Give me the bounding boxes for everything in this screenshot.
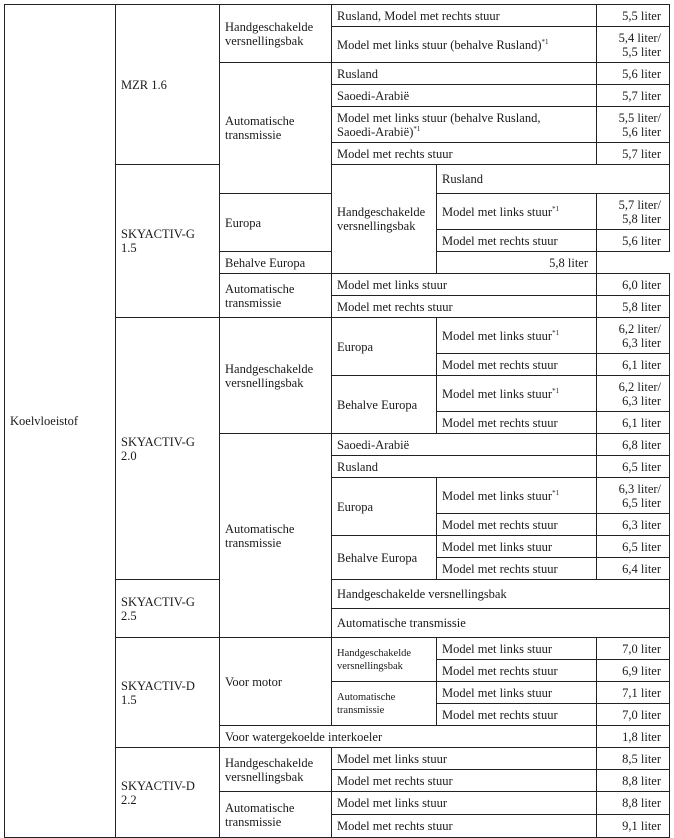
variant-cell: Rusland bbox=[332, 63, 597, 85]
variant-cell: Model met links stuur bbox=[437, 682, 597, 704]
trans-automatic: Automatische transmissie bbox=[220, 434, 332, 638]
variant-cell: Model met rechts stuur bbox=[437, 514, 597, 536]
trans-manual: Handgeschakelde versnellingsbak bbox=[220, 318, 332, 434]
capacity-value: 5,7 liter bbox=[597, 143, 670, 165]
capacity-value: 6,5 liter bbox=[597, 536, 670, 558]
capacity-value: 6,1 liter bbox=[597, 412, 670, 434]
footnote-mark: *1 bbox=[552, 386, 560, 395]
coolant-capacity-table bbox=[4, 4, 670, 838]
trans-automatic: Automatische transmissie bbox=[220, 792, 332, 838]
trans-automatic: Automatische transmissie bbox=[332, 682, 437, 726]
footnote-mark: *1 bbox=[541, 37, 549, 46]
trans-automatic: Automatische transmissie bbox=[220, 63, 332, 194]
capacity-value: 5,5 liter bbox=[597, 5, 670, 27]
variant-text: Model met links stuur (behalve Rusland) bbox=[337, 37, 542, 52]
variant-text: Model met links stuur bbox=[442, 328, 553, 343]
capacity-value: 6,0 liter bbox=[597, 274, 670, 296]
variant-cell: Model met rechts stuur bbox=[332, 815, 597, 838]
variant-cell: Model met rechts stuur bbox=[332, 296, 597, 318]
variant-cell: Rusland, Model met rechts stuur bbox=[332, 5, 597, 27]
variant-cell: Model met links stuur bbox=[437, 536, 597, 558]
variant-cell: Model met rechts stuur bbox=[332, 770, 597, 792]
variant-text-line2: Saoedi-Arabië) bbox=[337, 124, 414, 139]
variant-cell bbox=[437, 478, 597, 514]
engine-d22: SKYACTIV-D 2.2 bbox=[116, 748, 220, 838]
variant-cell: Model met rechts stuur bbox=[437, 704, 597, 726]
variant-cell: Model met links stuur bbox=[437, 638, 597, 660]
footnote-mark: *1 bbox=[552, 328, 560, 337]
variant-cell: Model met links stuur bbox=[332, 274, 597, 296]
engine-g20: SKYACTIV-G 2.0 bbox=[116, 318, 220, 580]
variant-text: Model met links stuur bbox=[442, 386, 553, 401]
variant-cell bbox=[437, 194, 597, 230]
engine-g15: SKYACTIV-G 1.5 bbox=[116, 165, 220, 318]
capacity-value: 6,3 liter bbox=[597, 514, 670, 536]
variant-cell bbox=[437, 376, 597, 412]
variant-cell: Model met rechts stuur bbox=[332, 143, 597, 165]
engine-g25: SKYACTIV-G 2.5 bbox=[116, 580, 220, 638]
location-intercooler: Voor watergekoelde interkoeler bbox=[220, 726, 597, 748]
capacity-value: 1,8 liter bbox=[597, 726, 670, 748]
coolant-label: Koelvloeistof bbox=[5, 5, 116, 838]
capacity-value: 6,1 liter bbox=[597, 354, 670, 376]
capacity-value: 5,6 liter bbox=[597, 230, 670, 252]
capacity-value: 6,3 liter/ 6,5 liter bbox=[597, 478, 670, 514]
trans-cell: Automatische transmissie bbox=[332, 609, 670, 638]
capacity-value: 7,0 liter bbox=[597, 704, 670, 726]
variant-text-line1: Model met links stuur (behalve Rusland, bbox=[337, 110, 541, 125]
trans-manual: Handgeschakelde versnellingsbak bbox=[220, 748, 332, 792]
capacity-value: 8,5 liter bbox=[597, 748, 670, 770]
variant-cell bbox=[332, 27, 597, 63]
capacity-value: 5,8 liter bbox=[597, 296, 670, 318]
trans-manual: Handgeschakelde versnellingsbak bbox=[332, 638, 437, 682]
capacity-value: 5,7 liter/ 5,8 liter bbox=[597, 194, 670, 230]
trans-automatic: Automatische transmissie bbox=[220, 274, 332, 318]
trans-manual: Handgeschakelde versnellingsbak bbox=[332, 165, 437, 274]
region-except-europe: Behalve Europa bbox=[332, 536, 437, 580]
capacity-value: 6,8 liter bbox=[597, 434, 670, 456]
footnote-mark: *1 bbox=[413, 124, 421, 133]
variant-cell: Rusland bbox=[332, 456, 597, 478]
capacity-value: 6,2 liter/ 6,3 liter bbox=[597, 318, 670, 354]
capacity-value: 5,5 liter/ 5,6 liter bbox=[597, 107, 670, 143]
variant-cell: Model met rechts stuur bbox=[437, 558, 597, 580]
variant-cell: Model met links stuur bbox=[332, 792, 597, 815]
capacity-value: 6,5 liter bbox=[597, 456, 670, 478]
footnote-mark: *1 bbox=[552, 488, 560, 497]
region-except-europe: Behalve Europa bbox=[332, 376, 437, 434]
variant-text: Model met links stuur bbox=[442, 488, 553, 503]
variant-cell: Rusland bbox=[437, 165, 670, 194]
capacity-value: 5,6 liter bbox=[597, 63, 670, 85]
capacity-value: 6,2 liter/ 6,3 liter bbox=[597, 376, 670, 412]
variant-cell bbox=[332, 107, 597, 143]
location-front-engine: Voor motor bbox=[220, 638, 332, 726]
region-europe: Europa bbox=[332, 478, 437, 536]
capacity-value: 8,8 liter bbox=[597, 792, 670, 815]
variant-cell: Model met links stuur bbox=[332, 748, 597, 770]
capacity-value: 6,4 liter bbox=[597, 558, 670, 580]
capacity-value: 5,7 liter bbox=[597, 85, 670, 107]
region-europe: Europa bbox=[332, 318, 437, 376]
variant-cell bbox=[437, 318, 597, 354]
engine-d15: SKYACTIV-D 1.5 bbox=[116, 638, 220, 748]
variant-cell: Model met rechts stuur bbox=[437, 230, 597, 252]
table-row bbox=[5, 5, 670, 27]
footnote-mark: *1 bbox=[552, 204, 560, 213]
region-europe: Europa bbox=[220, 194, 332, 252]
capacity-value: 5,4 liter/ 5,5 liter bbox=[597, 27, 670, 63]
variant-cell: Saoedi-Arabië bbox=[332, 434, 597, 456]
capacity-value: 7,0 liter bbox=[597, 638, 670, 660]
variant-cell: Model met rechts stuur bbox=[437, 412, 597, 434]
variant-text: Model met links stuur bbox=[442, 204, 553, 219]
variant-cell: Model met rechts stuur bbox=[437, 660, 597, 682]
variant-cell: Saoedi-Arabië bbox=[332, 85, 597, 107]
variant-cell: Behalve Europa bbox=[220, 252, 437, 274]
capacity-value: 8,8 liter bbox=[597, 770, 670, 792]
engine-mzr16: MZR 1.6 bbox=[116, 5, 220, 165]
capacity-value: 5,8 liter bbox=[437, 252, 597, 274]
capacity-value: 6,9 liter bbox=[597, 660, 670, 682]
variant-cell: Model met rechts stuur bbox=[437, 354, 597, 376]
capacity-value: 9,1 liter bbox=[597, 815, 670, 838]
capacity-value: 7,1 liter bbox=[597, 682, 670, 704]
trans-manual: Handgeschakelde versnellingsbak bbox=[220, 5, 332, 63]
trans-cell: Handgeschakelde versnellingsbak bbox=[332, 580, 670, 609]
